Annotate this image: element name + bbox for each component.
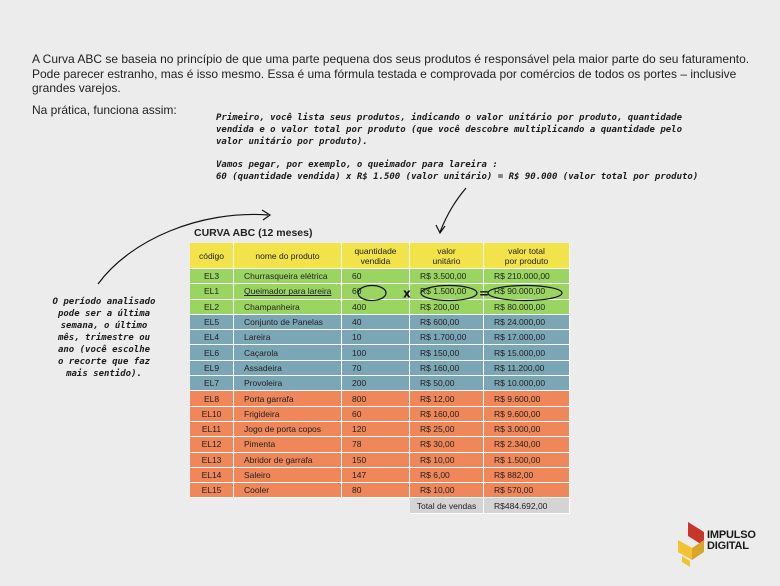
total-label: Total de vendas <box>410 498 484 513</box>
cell-code: EL3 <box>190 269 234 284</box>
logo-line-1: IMPULSO <box>707 529 756 541</box>
cell-code: EL6 <box>190 345 234 360</box>
cell-product-name: Frigideira <box>234 407 342 422</box>
cell-product-name: Abridor de garrafa <box>234 453 342 468</box>
circle-total-value <box>488 286 562 301</box>
cell-product-name: Cooler <box>234 483 342 498</box>
cell-product-name: Caçarola <box>234 345 342 360</box>
note-line: O período analisado <box>52 297 156 307</box>
cell-quantity: 120 <box>342 422 410 437</box>
cell-unit-value: R$ 25,00 <box>410 422 484 437</box>
times-symbol: x <box>403 286 411 301</box>
cell-total-value: R$ 210.000,00 <box>484 269 570 284</box>
curved-arrow-top <box>440 188 466 232</box>
cell-product-name: Pimenta <box>234 437 342 452</box>
cell-code: EL14 <box>190 468 234 483</box>
arrowhead-top <box>436 225 445 233</box>
cell-total-value: R$ 882,00 <box>484 468 570 483</box>
cell-total-value: R$ 9.600,00 <box>484 407 570 422</box>
cell-unit-value: R$ 150,00 <box>410 345 484 360</box>
intro-paragraph-2: Na prática, funciona assim: <box>32 102 177 117</box>
cell-quantity: 150 <box>342 453 410 468</box>
note-line: semana, o último <box>60 321 148 331</box>
cell-total-value: R$ 3.000,00 <box>484 422 570 437</box>
cell-code: EL5 <box>190 315 234 330</box>
cell-quantity: 147 <box>342 468 410 483</box>
cell-quantity: 80 <box>342 483 410 498</box>
cell-code: EL7 <box>190 376 234 391</box>
cell-quantity: 60 <box>342 407 410 422</box>
cell-unit-value: R$ 10,00 <box>410 483 484 498</box>
header-total-value: valor total por produto <box>484 243 570 269</box>
cell-quantity: 40 <box>342 315 410 330</box>
header-quantity: quantidade vendida <box>342 243 410 269</box>
cell-unit-value: R$ 10,00 <box>410 453 484 468</box>
cell-quantity: 400 <box>342 300 410 315</box>
table-title: CURVA ABC (12 meses) <box>194 227 313 239</box>
note-line: 60 (quantidade vendida) x R$ 1.500 (valor unitário) = R$ 90.000 (valor total por produto) <box>216 172 699 182</box>
logo-line-2: DIGITAL <box>707 540 749 552</box>
total-value: R$484.692,00 <box>484 498 570 513</box>
cell-total-value: R$ 17.000,00 <box>484 330 570 345</box>
cell-product-name: Jogo de porta copos <box>234 422 342 437</box>
cell-quantity: 60 <box>342 284 410 299</box>
cell-unit-value: R$ 1.500,00 <box>410 284 484 299</box>
cell-unit-value: R$ 200,00 <box>410 300 484 315</box>
note-line: vendida e o valor total por produto (que você descobre multiplicando a quantidade pelo <box>216 125 682 135</box>
equals-symbol: = <box>479 286 490 301</box>
cell-unit-value: R$ 3.500,00 <box>410 269 484 284</box>
note-line: Primeiro, você lista seus produtos, indicando o valor unitário por produto, quantidade <box>216 113 682 123</box>
cell-total-value: R$ 10.000,00 <box>484 376 570 391</box>
cell-total-value: R$ 24.000,00 <box>484 315 570 330</box>
circle-quantity <box>358 286 386 301</box>
cell-unit-value: R$ 12,00 <box>410 391 484 406</box>
cell-code: EL9 <box>190 361 234 376</box>
cell-code: EL15 <box>190 483 234 498</box>
cell-code: EL2 <box>190 300 234 315</box>
note-line: pode ser a última <box>57 309 151 319</box>
cell-quantity: 200 <box>342 376 410 391</box>
cell-unit-value: R$ 1.700,00 <box>410 330 484 345</box>
circle-unit-value <box>421 286 477 301</box>
header-code: código <box>190 243 234 269</box>
cell-total-value: R$ 90.000,00 <box>484 284 570 299</box>
cell-code: EL8 <box>190 391 234 406</box>
note-line: ano (você escolhe <box>57 345 151 355</box>
cell-total-value: R$ 15.000,00 <box>484 345 570 360</box>
cell-product-name: Queimador para lareira <box>234 284 342 299</box>
header-unit-value: valor unitário <box>410 243 484 269</box>
cell-product-name: Conjunto de Panelas <box>234 315 342 330</box>
cell-unit-value: R$ 30,00 <box>410 437 484 452</box>
cell-total-value: R$ 2.340,00 <box>484 437 570 452</box>
cell-code: EL12 <box>190 437 234 452</box>
cell-total-value: R$ 570,00 <box>484 483 570 498</box>
cell-product-name: Churrasqueira elétrica <box>234 269 342 284</box>
header-name: nome do produto <box>234 243 342 269</box>
cell-total-value: R$ 1.500,00 <box>484 453 570 468</box>
cell-quantity: 70 <box>342 361 410 376</box>
cell-product-name: Porta garrafa <box>234 391 342 406</box>
cell-quantity: 100 <box>342 345 410 360</box>
note-line: Vamos pegar, por exemplo, o queimador para lareira : <box>216 160 498 170</box>
cell-product-name: Provoleira <box>234 376 342 391</box>
cell-code: EL1 <box>190 284 234 299</box>
curved-arrow-left <box>98 214 268 284</box>
cell-quantity: 10 <box>342 330 410 345</box>
cell-unit-value: R$ 160,00 <box>410 361 484 376</box>
intro-paragraph-1: A Curva ABC se baseia no princípio de que uma parte pequena dos seus produtos é responsável pela maior parte do seu faturamento. Pode parecer estranho, mas é isso mesmo. Essa é uma fórmula testada e comprovada por comércios de todos os portes – inclusive grandes varejos. <box>32 52 750 95</box>
cell-code: EL13 <box>190 453 234 468</box>
note-line: valor unitário por produto). <box>216 137 368 147</box>
cell-product-name: Assadeira <box>234 361 342 376</box>
cell-product-name: Saleiro <box>234 468 342 483</box>
cell-code: EL10 <box>190 407 234 422</box>
cell-total-value: R$ 11.200,00 <box>484 361 570 376</box>
cell-quantity: 800 <box>342 391 410 406</box>
cell-quantity: 60 <box>342 269 410 284</box>
cell-unit-value: R$ 160,00 <box>410 407 484 422</box>
cell-unit-value: R$ 6,00 <box>410 468 484 483</box>
cell-product-name: Champanheira <box>234 300 342 315</box>
cell-quantity: 78 <box>342 437 410 452</box>
cell-unit-value: R$ 600,00 <box>410 315 484 330</box>
note-line: mais sentido). <box>66 369 142 379</box>
cell-product-name: Lareira <box>234 330 342 345</box>
note-line: o recorte que faz <box>57 357 151 367</box>
note-line: mês, trimestre ou <box>57 333 151 343</box>
cell-code: EL11 <box>190 422 234 437</box>
cell-unit-value: R$ 50,00 <box>410 376 484 391</box>
cell-code: EL4 <box>190 330 234 345</box>
cell-total-value: R$ 9.600,00 <box>484 391 570 406</box>
cell-total-value: R$ 80.000,00 <box>484 300 570 315</box>
logo-wordmark <box>707 530 756 552</box>
